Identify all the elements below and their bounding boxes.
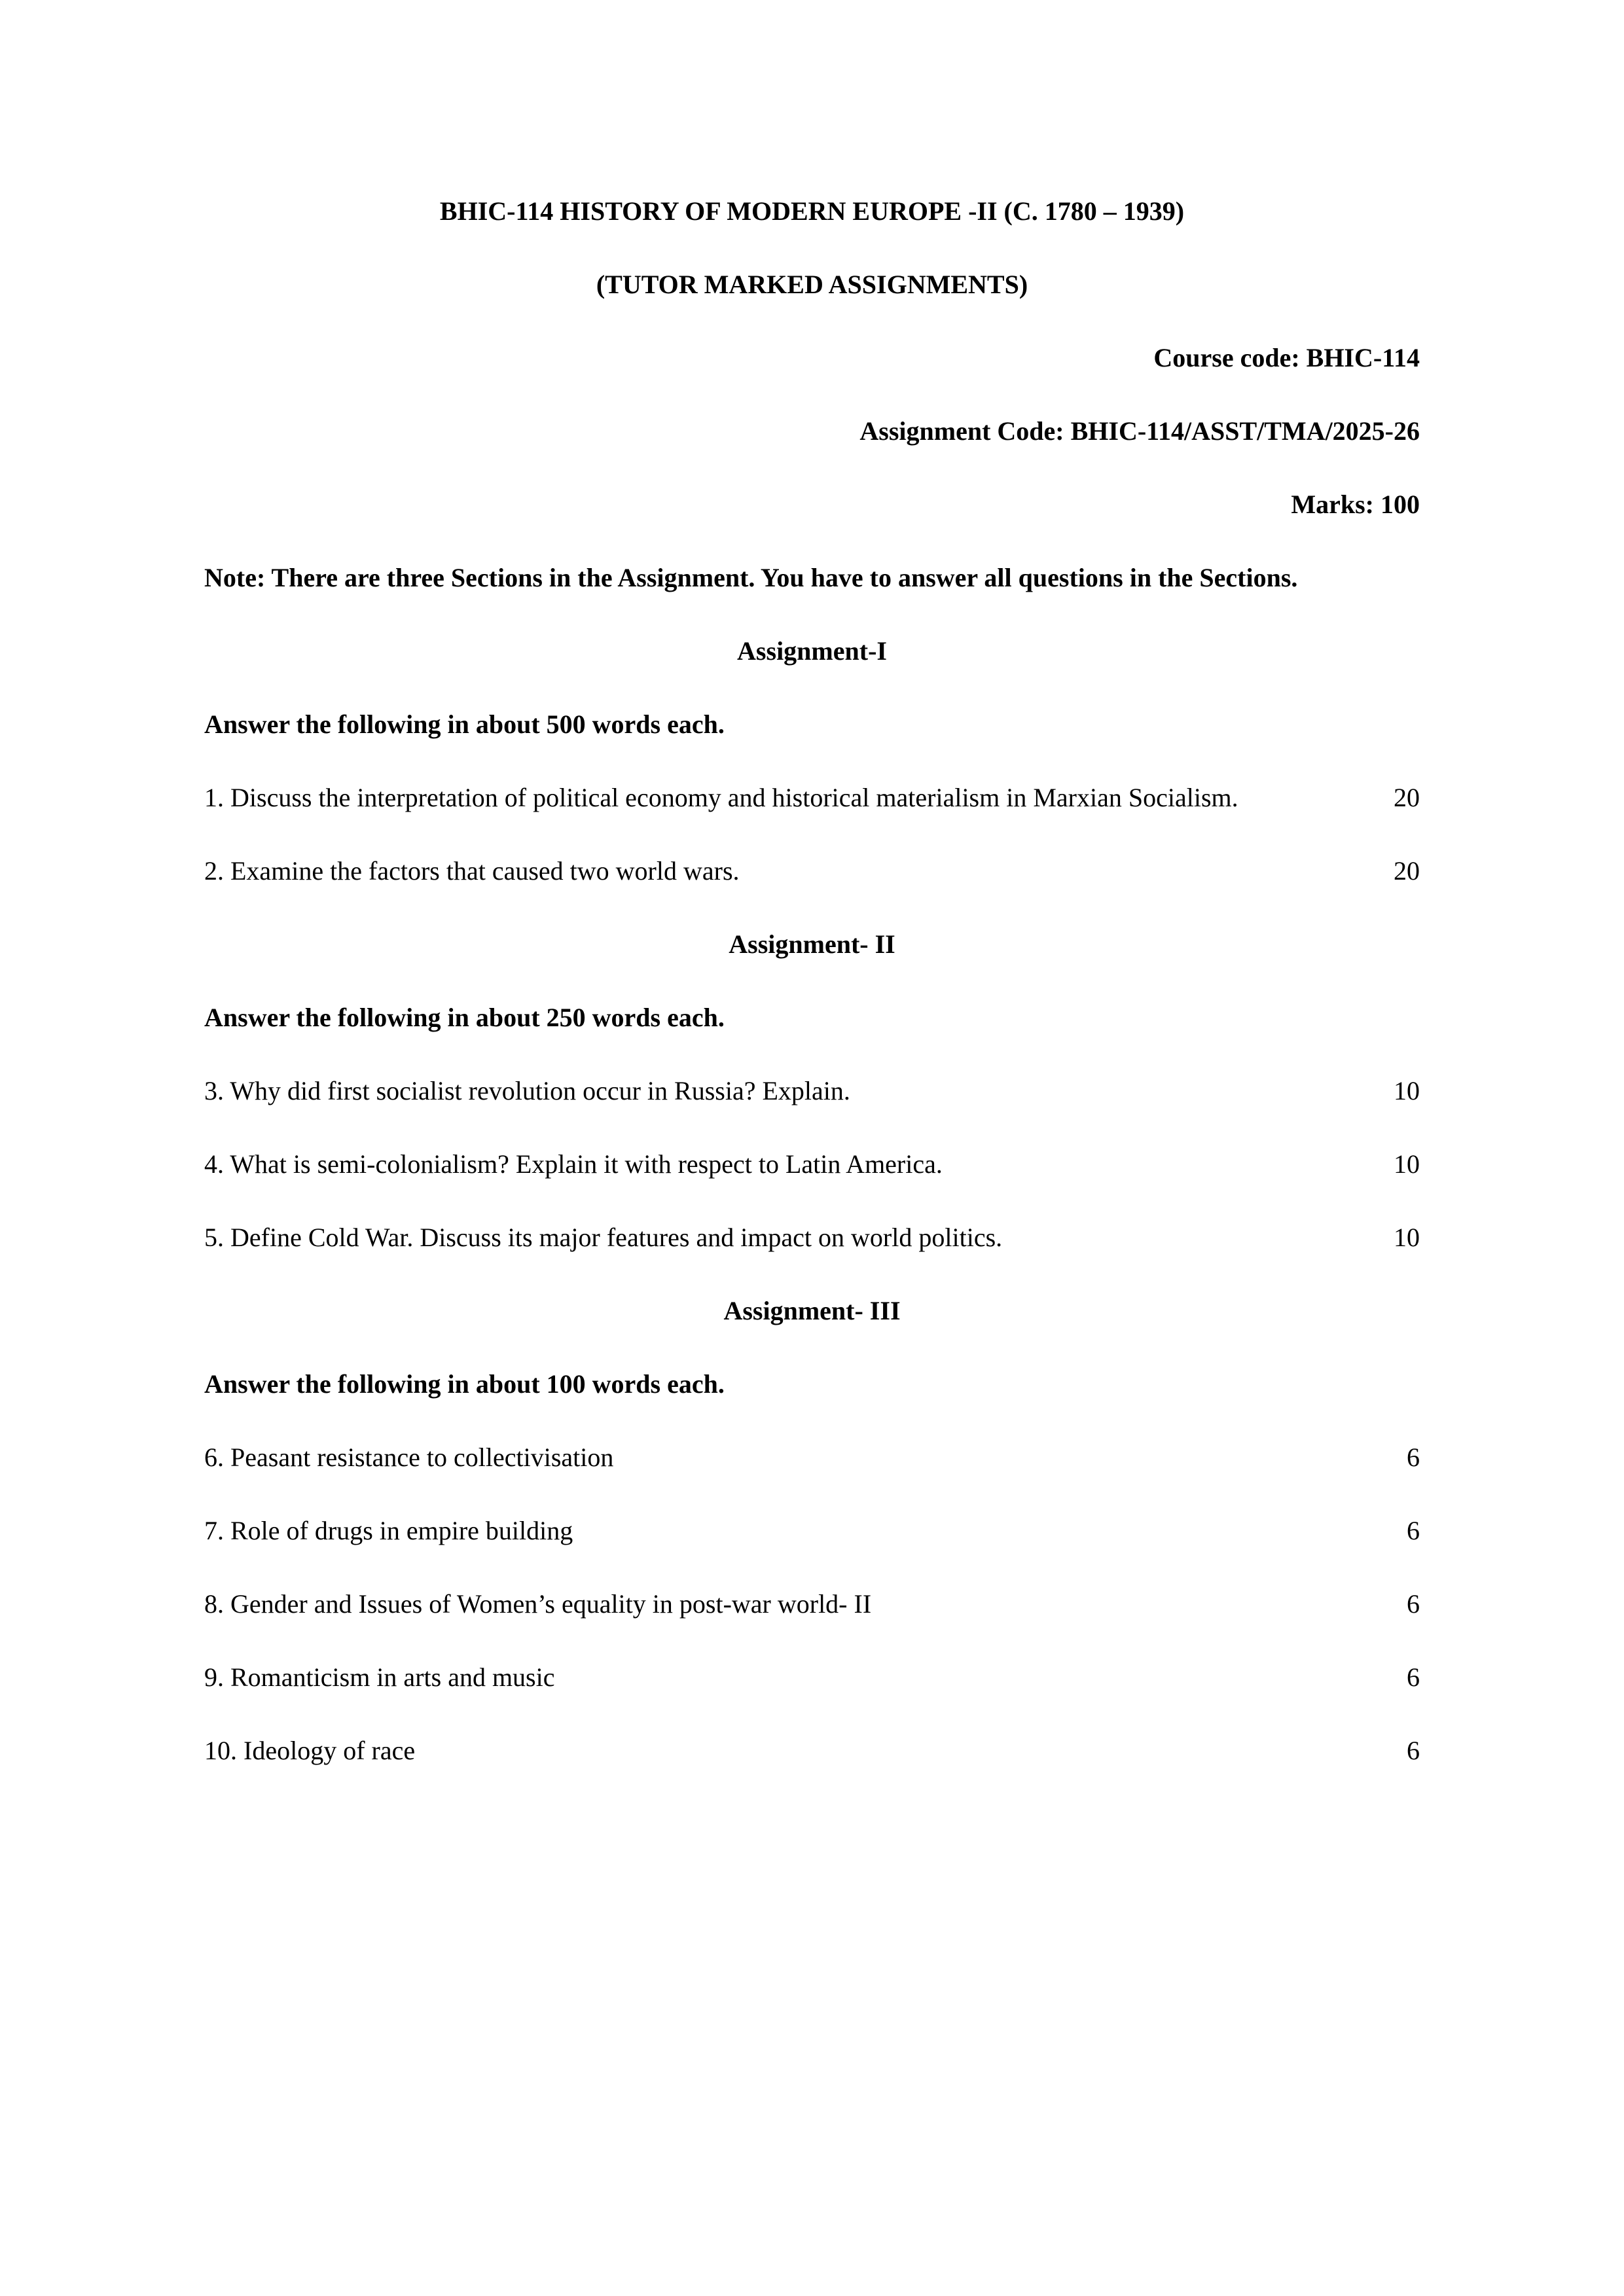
section-instruction-3: Answer the following in about 100 words each. [204,1369,725,1399]
question-marks: 6 [1407,1589,1420,1619]
section-instruction-2: Answer the following in about 250 words each. [204,1003,725,1032]
question-text: 4. What is semi-colonialism? Explain it with respect to Latin America. [204,1149,943,1179]
question-row [204,1513,1420,1549]
doc-subtitle: (TUTOR MARKED ASSIGNMENTS) [596,270,1028,299]
question-marks: 6 [1407,1736,1420,1765]
section-heading-3: Assignment- III [723,1296,901,1325]
assignment-code-line: Assignment Code: BHIC-114/ASST/TMA/2025-26 [859,416,1420,446]
question-row [204,1732,1420,1769]
question-row [204,780,1420,816]
question-row [204,1659,1420,1696]
note-text: Note: There are three Sections in the Assignment. You have to answer all questions in the Sections. [204,563,1298,592]
question-marks: 10 [1394,1223,1420,1252]
question-text: 8. Gender and Issues of Women’s equality in post-war world- II [204,1589,872,1619]
section-heading-2: Assignment- II [729,929,895,959]
question-text: 7. Role of drugs in empire building [204,1516,573,1545]
question-row [204,1586,1420,1623]
question-row [204,1439,1420,1476]
question-row [204,1219,1420,1256]
question-text: 9. Romanticism in arts and music [204,1662,555,1692]
question-marks: 6 [1407,1662,1420,1692]
section-instruction-1: Answer the following in about 500 words each. [204,709,725,739]
question-marks: 20 [1394,783,1420,812]
question-marks: 20 [1394,856,1420,886]
question-row [204,1073,1420,1109]
question-text: 5. Define Cold War. Discuss its major features and impact on world politics. [204,1223,1003,1252]
question-marks: 6 [1407,1516,1420,1545]
question-text: 1. Discuss the interpretation of political economy and historical materialism in Marxian Socialism. [204,783,1238,812]
question-text: 3. Why did first socialist revolution occur in Russia? Explain. [204,1076,850,1105]
question-text: 10. Ideology of race [204,1736,416,1765]
question-marks: 10 [1394,1149,1420,1179]
course-code-line: Course code: BHIC-114 [1153,343,1420,372]
question-marks: 6 [1407,1443,1420,1472]
question-text: 6. Peasant resistance to collectivisation [204,1443,614,1472]
question-row [204,853,1420,889]
doc-title: BHIC-114 HISTORY OF MODERN EUROPE -II (C. 1780 – 1939) [439,196,1185,226]
question-row [204,1146,1420,1183]
section-heading-1: Assignment-I [737,636,887,666]
question-marks: 10 [1394,1076,1420,1105]
question-text: 2. Examine the factors that caused two world wars. [204,856,740,886]
marks-line: Marks: 100 [1291,490,1420,519]
